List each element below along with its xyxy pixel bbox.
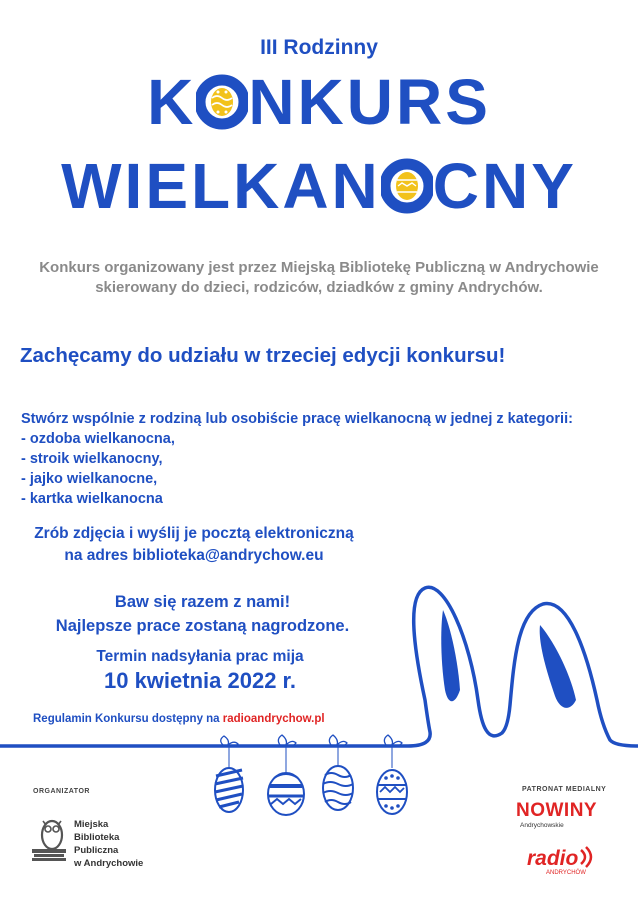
radio-waves-icon [578, 846, 596, 868]
radio-logo-text: radio [527, 847, 579, 870]
subtitle: III Rodzinny [260, 36, 378, 59]
radio-subtitle: ANDRYCHÓW [546, 870, 586, 876]
title-wielkanocny-end: CNY [432, 150, 577, 222]
organizer-name-line: Publiczna [74, 845, 119, 856]
nowiny-subtitle: Andrychowskie [520, 822, 564, 829]
deadline-date: 10 kwietnia 2022 r. [103, 668, 297, 693]
organizer-name-line: w Andrychowie [74, 858, 144, 869]
organizer-name [74, 818, 143, 870]
categories-intro: Stwórz wspólnie z rodziną lub osobiście pracę wielkanocną w jednej z kategorii: [21, 411, 573, 427]
category-item: - stroik wielkanocny, [21, 451, 163, 467]
category-item: - ozdoba wielkanocna, [21, 431, 175, 447]
title-wielkanocny-start: WIELKAN [61, 150, 381, 222]
deadline-label: Termin nadsyłania prac mija [96, 648, 304, 665]
call-to-action: Zachęcamy do udziału w trzeciej edycji konkursu! [20, 344, 506, 367]
organizer-label: ORGANIZATOR [33, 788, 90, 795]
organizer-name-line: Miejska [74, 819, 109, 830]
owl-logo-icon [30, 813, 70, 863]
radio-logo [527, 846, 596, 871]
organizer-name-line: Biblioteka [74, 832, 120, 843]
rules-link[interactable]: radioandrychow.pl [222, 713, 325, 725]
intro-line: Konkurs organizowany jest przez Miejską Bibliotekę Publiczną w Andrychowie [39, 259, 599, 276]
category-item: - kartka wielkanocna [21, 491, 163, 507]
media-patron-label: PATRONAT MEDIALNY [522, 786, 607, 793]
title-konkurs-start: K [147, 66, 197, 138]
category-item: - jajko wielkanocne, [21, 471, 158, 487]
submission-line: Zrób zdjęcia i wyślij je pocztą elektroniczną [34, 525, 354, 542]
submission-email: na adres biblioteka@andrychow.eu [64, 547, 324, 564]
bunny-ears-icon [0, 587, 638, 746]
title-konkurs-end: NKURS [248, 66, 491, 138]
encouragement-line: Baw się razem z nami! [114, 593, 291, 611]
encouragement-line: Najlepsze prace zostaną nagrodzone. [55, 617, 350, 635]
nowiny-logo: NOWINY [516, 800, 598, 821]
intro-line: skierowany do dzieci, rodziców, dziadków z gminy Andrychów. [95, 279, 543, 296]
rules-text: Regulamin Konkursu dostępny na [33, 713, 223, 725]
